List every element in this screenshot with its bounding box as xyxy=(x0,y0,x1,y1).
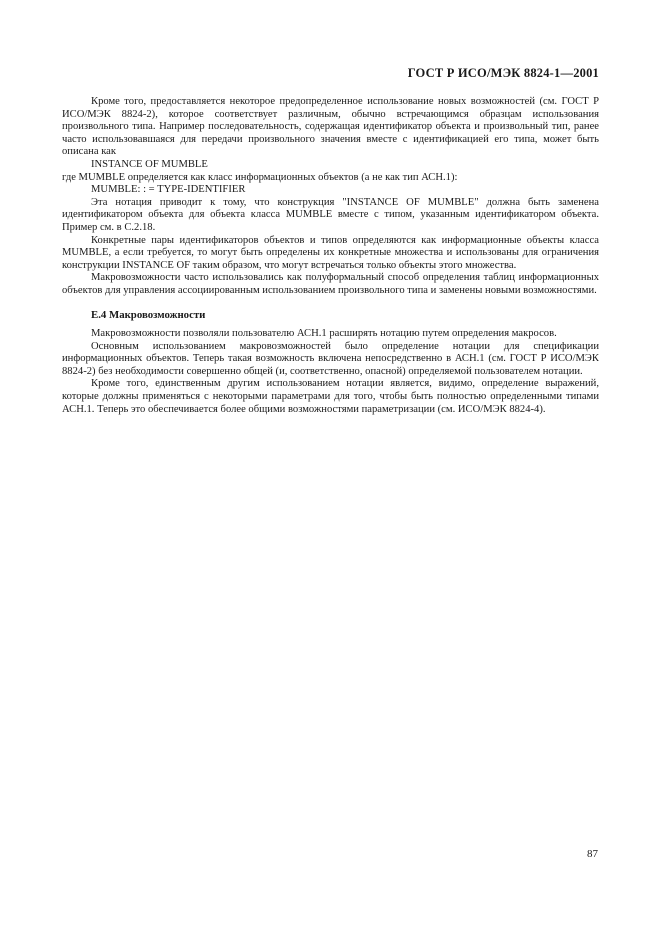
paragraph-macro-main-use: Основным использованием макровозможностей было определение нотации для спецификации информационных объектов. Теперь такая возможность включена непосредственно в АСН.1 (см. ГОСТ Р ИСО/МЭК 8824-2) без необходимости совершенно общей (и, соответственно, опасной) определяемой пользователем нотации. xyxy=(62,340,599,377)
paragraph-macro-extend: Макровозможности позволяли пользователю АСН.1 расширять нотацию путем определения макросов. xyxy=(91,328,557,340)
paragraph-macro-usage: Макровозможности часто использовались как полуформальный способ определения таблиц информационных объектов для управления ассоциированным использованием произвольного типа и заменены новыми возможностями. xyxy=(62,272,599,296)
paragraph-predefined-usage: Кроме того, предоставляется некоторое предопределенное использование новых возможностей (см. ГОСТ Р ИСО/МЭК 8824-2), которое соответствует различным, обычно встречающимся образцам использования произвольного типа. Например последовательность, содержащая идентификатор объекта и произвольный тип, ранее часто использовавшаяся для передачи произвольного значения вместе с идентификацией его типа, может быть описана как xyxy=(62,96,599,158)
document-header: ГОСТ Р ИСО/МЭК 8824-1—2001 xyxy=(407,66,599,80)
section-title-e4: Е.4 Макровозможности xyxy=(91,308,206,321)
paragraph-macro-other-use: Кроме того, единственным другим использованием нотации является, видимо, определение выражений, которые должны применяться с некоторыми параметрами для того, чтобы быть полностью определенными типами АСН.1. Теперь это обеспечивается более общими возможностями параметризации (см. ИСО/МЭК 8824-4). xyxy=(62,378,599,415)
paragraph-where-mumble: где MUMBLE определяется как класс информационных объектов (а не как тип АСН.1): xyxy=(62,171,458,183)
code-mumble-definition: MUMBLE: : = TYPE-IDENTIFIER xyxy=(91,184,246,196)
paragraph-concrete-pairs: Конкретные пары идентификаторов объектов и типов определяются как информационные объекты класса MUMBLE, а если требуется, то могут быть определены их конкретные множества и использованы для ограничения конструкции INSTANCE OF таким образом, что могут встречаться только объекты этого множества. xyxy=(62,234,599,271)
page-number: 87 xyxy=(587,848,598,860)
paragraph-notation-effect: Эта нотация приводит к тому, что конструкция "INSTANCE OF MUMBLE" должна быть заменена идентификатором объекта для объекта класса MUMBLE вместе с типом, указанным идентификатором объекта. Пример см. в С.2.18. xyxy=(62,196,599,233)
page-body xyxy=(62,96,599,416)
code-instance-of: INSTANCE OF MUMBLE xyxy=(91,158,208,170)
